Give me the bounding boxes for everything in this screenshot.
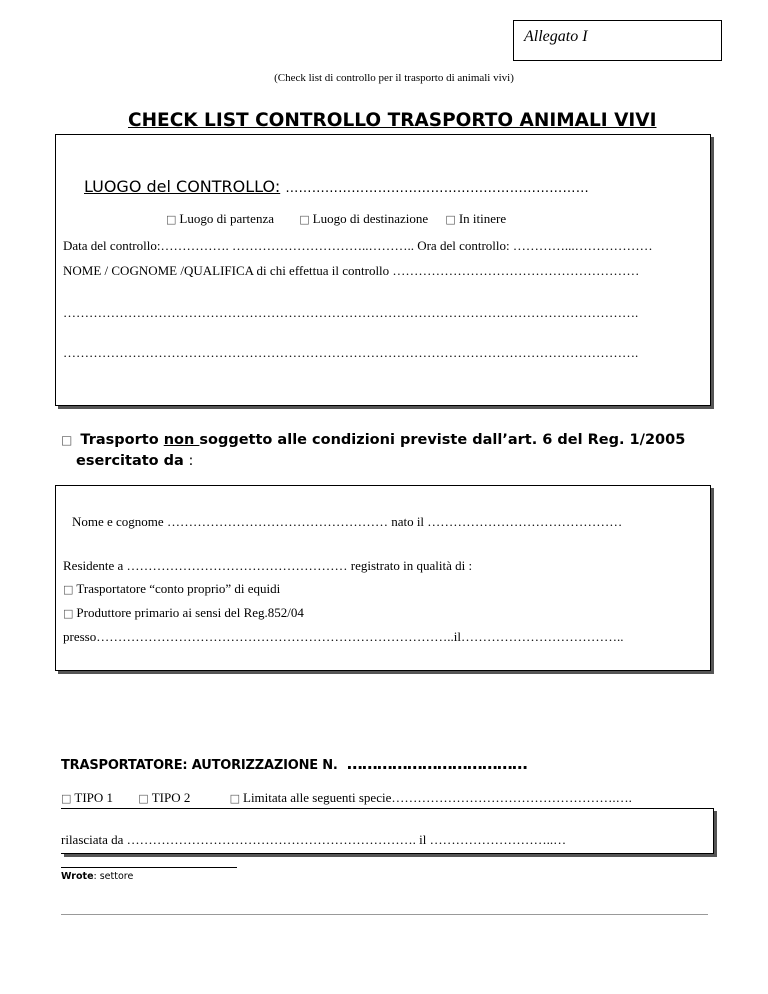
trasporto-text-a: Trasporto — [80, 432, 164, 448]
nome-qualifica-line[interactable]: NOME / COGNOME /QUALIFICA di chi effettua il controllo ………………………………………………… — [63, 263, 640, 278]
option-destinazione[interactable] — [299, 211, 431, 226]
data-ora-line[interactable]: Data del controllo:……………. …………………………..……….. Ora del controllo: …………...……………… — [63, 238, 653, 253]
option-label: In itinere — [458, 211, 507, 226]
esercitato-da: esercitato da — [76, 453, 184, 469]
presso-line[interactable]: presso………………………………………………………………………..il……………………………….. — [63, 629, 624, 644]
esercitato-da-line — [76, 451, 193, 471]
footer-line — [61, 914, 708, 915]
checkbox-icon[interactable]: □ — [61, 433, 73, 447]
footnote-separator — [61, 867, 237, 868]
allegato-box — [513, 20, 722, 61]
footnote-text: : settore — [93, 871, 134, 882]
luogo-dots: …………………………………………………………… — [285, 181, 589, 196]
option-label: TIPO 2 — [151, 790, 191, 805]
checkbox-icon: □ — [445, 213, 456, 226]
luogo-section — [55, 134, 711, 406]
option-conto-proprio[interactable] — [63, 581, 280, 597]
luogo-options — [166, 211, 506, 227]
document-subtitle: (Check list di controllo per il trasporto di animali vivi) — [274, 72, 514, 84]
page-title: CHECK LIST CONTROLLO TRASPORTO ANIMALI VIVI — [128, 110, 657, 131]
autorizzazione-label: TRASPORTATORE: AUTORIZZAZIONE N. — [61, 758, 338, 773]
option-label: Luogo di destinazione — [312, 211, 429, 226]
esercitato-colon: : — [183, 453, 194, 469]
autorizzazione-dots[interactable]: ……………………………… — [346, 754, 527, 773]
footnote — [61, 871, 133, 882]
luogo-label: LUOGO del CONTROLLO: — [84, 177, 281, 196]
checkbox-icon: □ — [299, 213, 310, 226]
checkbox-icon: □ — [229, 792, 240, 805]
option-label: Limitata alle seguenti specie…………………………………………….…. — [243, 790, 632, 805]
checkbox-icon: □ — [166, 213, 177, 226]
nome-cognome-line[interactable]: Nome e cognome …………………………………………… nato il ……………………………………… — [72, 514, 623, 529]
checkbox-icon: □ — [61, 792, 72, 805]
option-tipo-1[interactable] — [61, 790, 116, 805]
option-tipo-2[interactable] — [138, 790, 193, 805]
option-limitata[interactable] — [230, 790, 632, 805]
option-label: Produttore primario ai sensi del Reg.852/04 — [76, 605, 304, 620]
tipo-options — [61, 790, 632, 806]
footnote-bold: Wrote — [61, 871, 94, 882]
residente-line[interactable]: Residente a …………………………………………… registrato in qualità di : — [63, 558, 473, 573]
esercitato-section — [55, 485, 711, 671]
option-label: Trasportatore “conto proprio” di equidi — [76, 581, 281, 596]
checkbox-icon: □ — [138, 792, 149, 805]
checkbox-icon: □ — [63, 583, 74, 596]
option-produttore[interactable] — [63, 605, 304, 621]
trasporto-heading — [61, 430, 685, 450]
autorizzazione-heading — [61, 754, 527, 773]
dotted-line[interactable]: ……………………………………………………………………………………………………………………. — [63, 345, 639, 360]
dotted-line[interactable]: ……………………………………………………………………………………………………………………. — [63, 305, 639, 320]
trasporto-text-b: soggetto alle condizioni previste dall’art. 6 del Reg. 1/2005 — [199, 432, 686, 448]
allegato-label: Allegato I — [524, 28, 588, 45]
trasporto-non: non — [163, 432, 200, 448]
option-partenza[interactable] — [166, 211, 277, 226]
luogo-label-line — [84, 177, 589, 196]
checkbox-icon: □ — [63, 607, 74, 620]
option-label: TIPO 1 — [74, 790, 114, 805]
option-label: Luogo di partenza — [179, 211, 274, 226]
option-itinere[interactable] — [445, 211, 506, 226]
rilasciata-line[interactable]: rilasciata da …………………………………………………………. il ………………………..… — [61, 832, 567, 847]
